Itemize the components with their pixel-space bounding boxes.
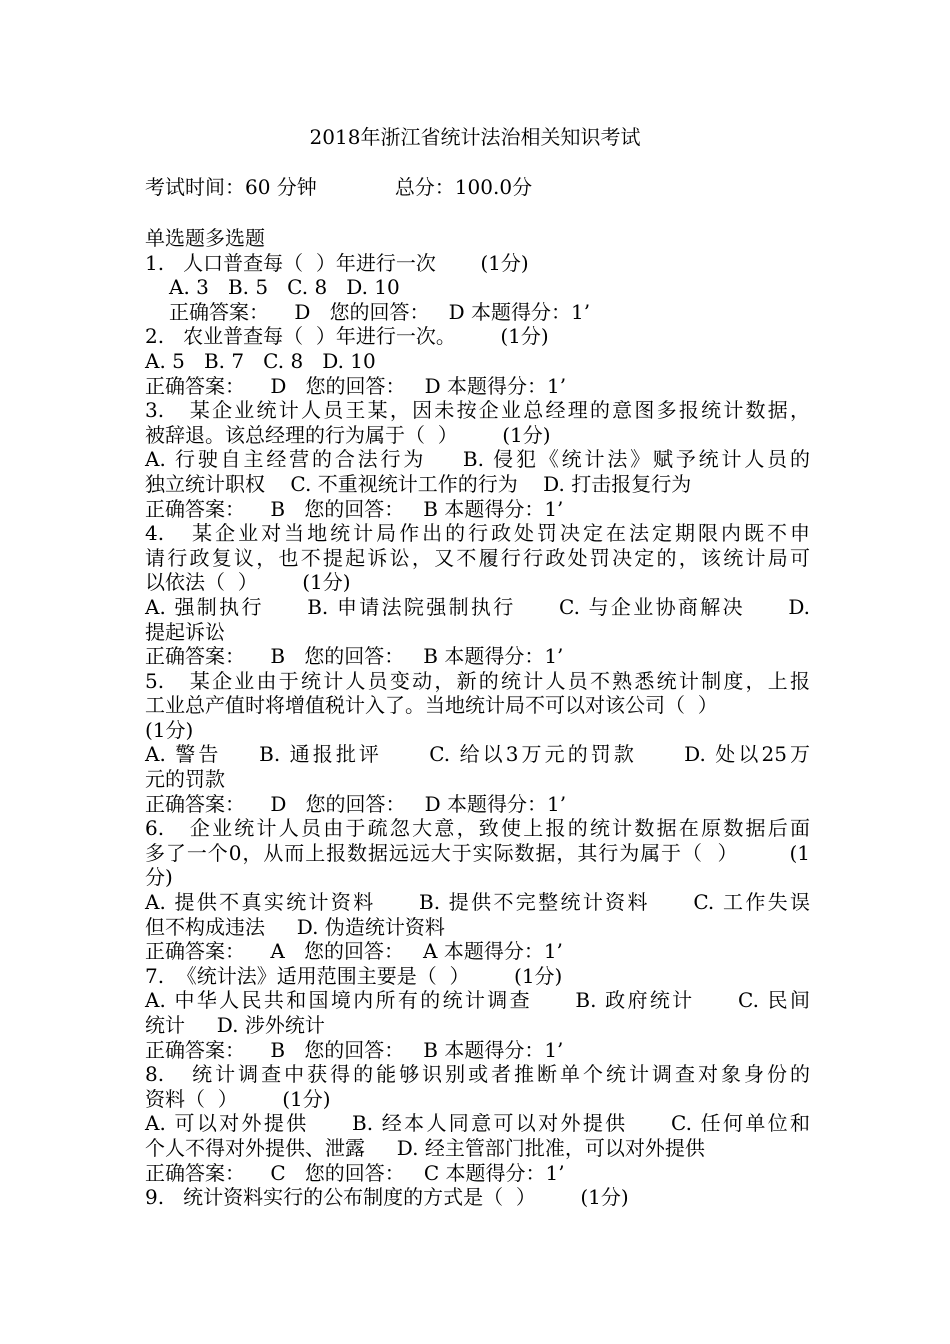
text-line: 8. 统计调查中获得的能够识别或者推断单个统计调查对象身份的	[145, 1062, 810, 1087]
text-line: 正确答案： D 您的回答： D 本题得分：1’	[145, 373, 567, 398]
text-line: A. 可以对外提供 B. 经本人同意可以对外提供 C. 任何单位和	[145, 1111, 810, 1136]
exam-info	[145, 174, 532, 200]
text-line: 1. 人口普查每（ ）年进行一次 (1分)	[145, 250, 529, 275]
text-line: 正确答案： D 您的回答： D 本题得分：1’	[145, 791, 567, 816]
text-line: 正确答案： B 您的回答： B 本题得分：1’	[145, 644, 564, 669]
text-line: A. 警告 B. 通报批评 C. 给以3万元的罚款 D. 处以25万	[145, 742, 810, 767]
text-line: 4. 某企业对当地统计局作出的行政处罚决定在法定期限内既不申	[145, 521, 810, 546]
text-line: (1分)	[145, 717, 194, 742]
text-line: 个人不得对外提供、泄露 D. 经主管部门批准，可以对外提供	[145, 1135, 705, 1160]
text-line: 5. 某企业由于统计人员变动，新的统计人员不熟悉统计制度，上报	[145, 668, 810, 693]
text-line: 统计 D. 涉外统计	[145, 1013, 325, 1037]
text-line: A. 强制执行 B. 申请法院强制执行 C. 与企业协商解决 D.	[145, 594, 810, 619]
text-line: 正确答案： A 您的回答： A 本题得分：1’	[145, 939, 563, 964]
text-line: 正确答案： D 您的回答： D 本题得分：1’	[169, 299, 591, 324]
text-line: 以依法（ ） (1分)	[145, 570, 351, 595]
total-score: 总分：100.0分	[394, 175, 533, 199]
text-line: 6. 企业统计人员由于疏忽大意，致使上报的统计数据在原数据后面	[145, 816, 810, 841]
text-line: 元的罚款	[145, 767, 225, 792]
text-line: 多了一个0，从而上报数据远远大于实际数据，其行为属于（ ） (1	[145, 840, 810, 865]
question-list	[145, 226, 810, 1210]
text-line: 请行政复议，也不提起诉讼，又不履行行政处罚决定的，该统计局可	[145, 545, 810, 570]
text-line: 但不构成违法 D. 伪造统计资料	[145, 914, 445, 939]
text-line: 7. 《统计法》适用范围主要是（ ） (1分)	[145, 963, 563, 988]
text-line: 3. 某企业统计人员王某，因未按企业总经理的意图多报统计数据，	[145, 398, 810, 423]
document-title: 2018年浙江省统计法治相关知识考试	[309, 125, 641, 149]
text-line: 正确答案： B 您的回答： B 本题得分：1’	[145, 496, 564, 521]
text-line: 资料（ ） (1分)	[145, 1086, 331, 1111]
text-line: 独立统计职权 C. 不重视统计工作的行为 D. 打击报复行为	[145, 471, 692, 496]
text-line: 9. 统计资料实行的公布制度的方式是（ ） (1分)	[145, 1185, 629, 1210]
text-line: 工业总产值时将增值税计入了。当地统计局不可以对该公司（ ）	[145, 693, 718, 718]
exam-time: 考试时间：60 分钟	[145, 175, 317, 199]
text-line: A. 行驶自主经营的合法行为 B. 侵犯《统计法》赋予统计人员的	[145, 447, 810, 472]
text-line: A. 3 B. 5 C. 8 D. 10	[169, 275, 400, 300]
text-line: 提起诉讼	[145, 619, 225, 644]
section-heading: 单选题多选题	[145, 226, 265, 250]
text-line: A. 中华人民共和国境内所有的统计调查 B. 政府统计 C. 民间	[145, 988, 810, 1013]
text-line: 正确答案： C 您的回答： C 本题得分：1’	[145, 1160, 565, 1185]
text-line: 分)	[145, 865, 173, 890]
text-line: A. 5 B. 7 C. 8 D. 10	[145, 348, 376, 373]
text-line: 2. 农业普查每（ ）年进行一次。 (1分)	[145, 324, 549, 349]
text-line: 正确答案： B 您的回答： B 本题得分：1’	[145, 1037, 564, 1062]
text-line: 被辞退。该总经理的行为属于（ ） (1分)	[145, 422, 551, 447]
text-line: A. 提供不真实统计资料 B. 提供不完整统计资料 C. 工作失误	[145, 890, 810, 915]
